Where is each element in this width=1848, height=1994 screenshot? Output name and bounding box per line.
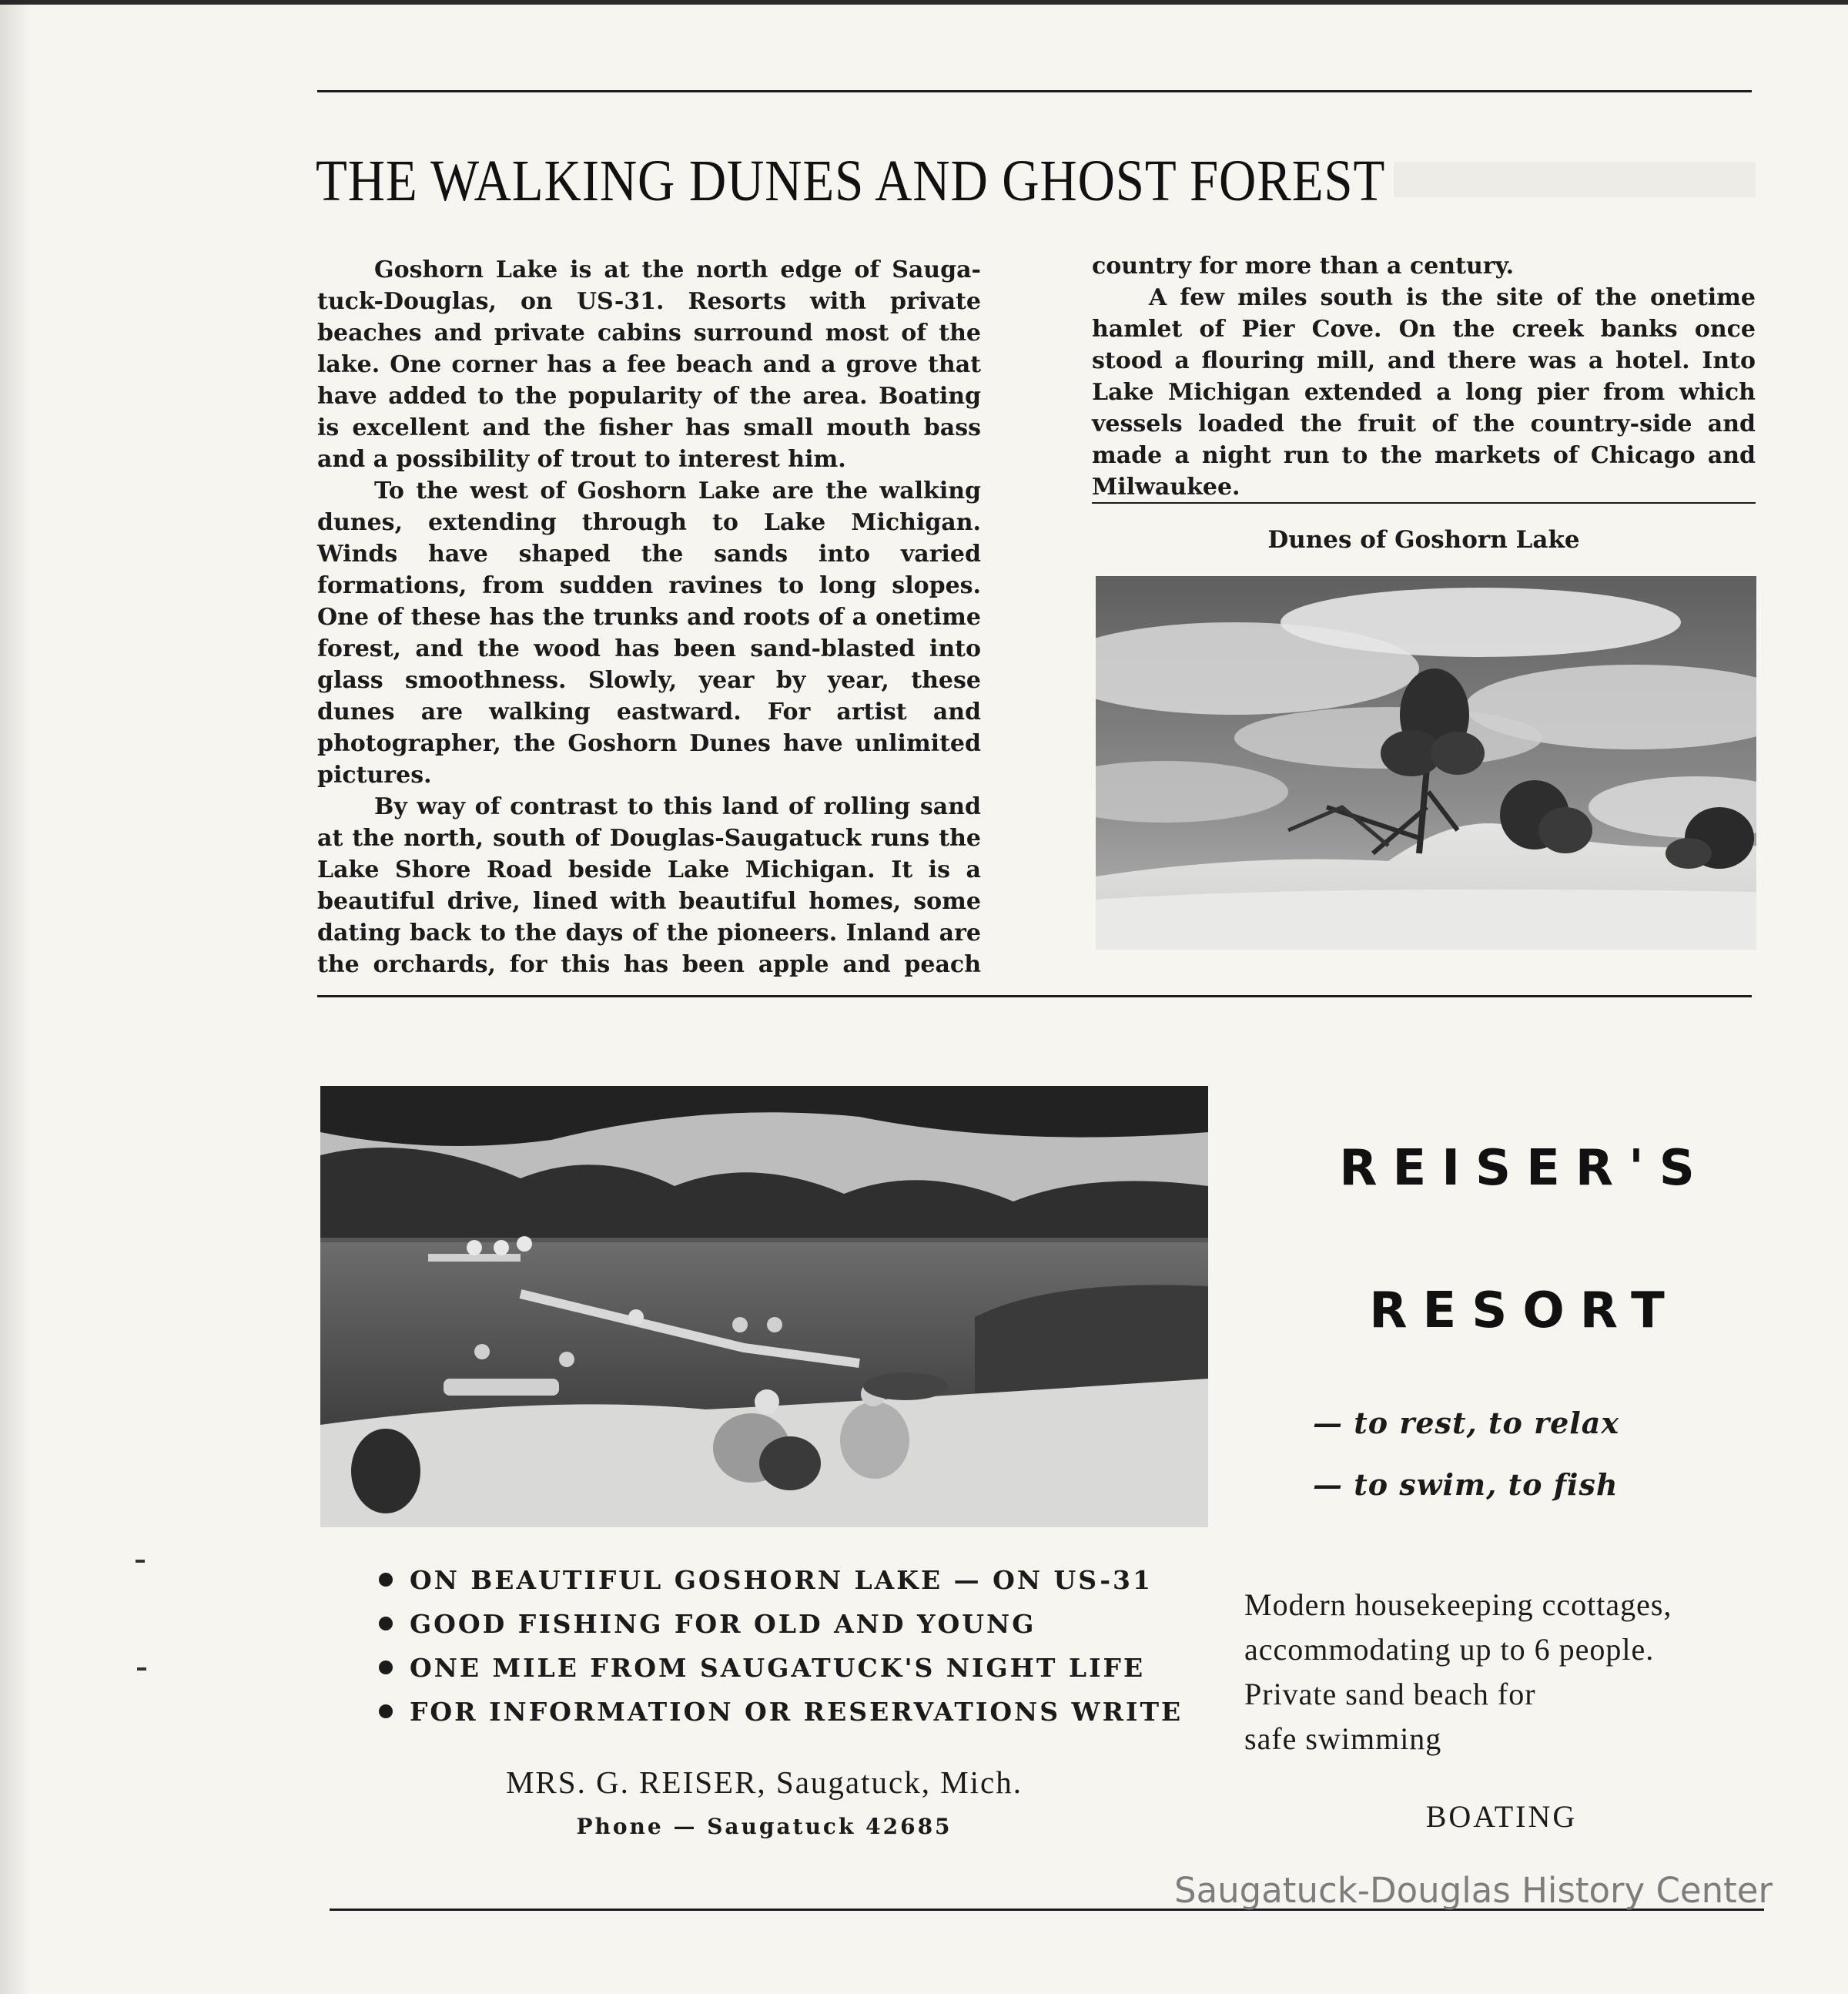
photo-caption: Dunes of Goshorn Lake	[1267, 526, 1580, 554]
margin-mark	[136, 1560, 145, 1563]
article-paragraph: country for more than a century.	[1092, 253, 1515, 280]
section-rule	[317, 995, 1752, 997]
tagline-swim: — to swim, to fish	[1313, 1467, 1619, 1502]
bullet-dot-icon	[379, 1573, 393, 1587]
article-left-column	[317, 254, 981, 980]
resort-lake-photo	[320, 1086, 1208, 1527]
caption-rule	[1092, 502, 1756, 504]
bullet-dot-icon	[379, 1617, 393, 1630]
contact-phone: Phone — Saugatuck 42685	[576, 1814, 952, 1839]
article-paragraph: To the west of Goshorn Lake are the walking dunes, extending through to Lake Michigan. Winds have shaped the sands into varied formations, from sudden ravines to long slopes. One of these has the trunks and roots of a onetime forest, and the wood has been sand-blasted into glass smoothness. Slowly, year by year, these dunes are walking eastward. For artist and photographer, the Goshorn Dunes have unlimited pictures.	[317, 478, 981, 789]
list-item: ONE MILE FROM SAUGATUCK'S NIGHT LIFE	[379, 1646, 1226, 1690]
top-rule	[317, 90, 1752, 92]
feature-bullet-list	[379, 1558, 1226, 1734]
description-line: accommodating up to 6 people.	[1244, 1632, 1655, 1667]
history-center-watermark: Saugatuck-Douglas History Center	[1174, 1870, 1773, 1911]
description-line: safe swimming	[1244, 1721, 1442, 1756]
bullet-dot-icon	[379, 1661, 393, 1674]
article-paragraph: Goshorn Lake is at the north edge of Saugatuck-Douglas, on US-31. Resorts with private beaches and private cabins surround most of the lake. One corner has a fee beach and a grove that have added to the popularity of the area. Boating is excellent and the fisher has small mouth bass and a possibility of trout to interest him.	[317, 256, 981, 473]
bullet-dot-icon	[379, 1704, 393, 1718]
list-item: ON BEAUTIFUL GOSHORN LAKE — ON US-31	[379, 1558, 1226, 1602]
article-right-column	[1092, 250, 1756, 503]
article-title: THE WALKING DUNES AND GHOST FOREST	[316, 149, 1386, 213]
list-item: FOR INFORMATION OR RESERVATIONS WRITE	[379, 1690, 1226, 1734]
description-line: Private sand beach for	[1244, 1677, 1536, 1711]
contact-name: MRS. G. REISER, Saugatuck, Mich.	[505, 1764, 1023, 1800]
tagline-rest: — to rest, to relax	[1313, 1406, 1619, 1440]
page-top-edge	[0, 0, 1848, 5]
resort-name: REISER'S	[1339, 1140, 1710, 1197]
article-paragraph: By way of contrast to this land of rolling sand at the north, south of Douglas-Saugatuck runs the Lake Shore Road beside Lake Michigan. It is a beautiful drive, lined with beautiful homes, some dating back to the days of the pioneers. Inland are the orchards, for this has been apple and peach	[317, 793, 981, 978]
article-paragraph: A few miles south is the site of the onetime hamlet of Pier Cove. On the creek banks once stood a flouring mill, and there was a hotel. Into Lake Michigan extended a long pier from which vessels loaded the fruit of the country-side and made a night run to the markets of Chicago and Milwaukee.	[1092, 284, 1756, 501]
description-line: Modern housekeeping ccottages,	[1244, 1587, 1672, 1622]
margin-mark	[137, 1667, 146, 1671]
page-spine-shadow	[0, 0, 31, 1994]
boating-label: BOATING	[1425, 1799, 1578, 1834]
resort-description	[1244, 1583, 1845, 1761]
list-item: GOOD FISHING FOR OLD AND YOUNG	[379, 1602, 1226, 1646]
dunes-photo	[1096, 576, 1756, 950]
bleed-through-text	[1394, 146, 1756, 230]
resort-heading: RESORT	[1369, 1282, 1680, 1339]
